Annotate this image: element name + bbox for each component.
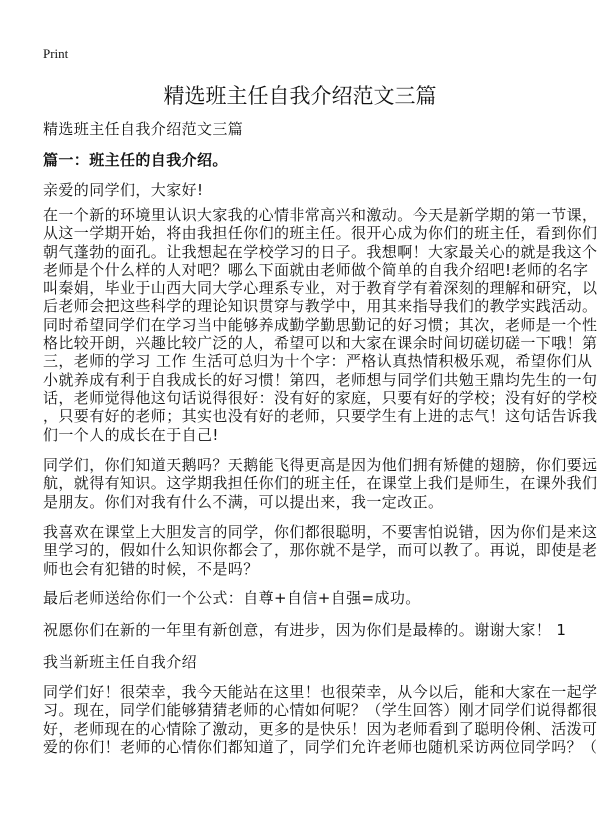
text-line: 最后老师送给你们一个公式：自尊+自信+自强=成功。	[43, 589, 421, 607]
text-line: 航，就得有知识。这学期我担任你们的班主任，在课堂上我们是师生，在课外我们	[43, 474, 598, 493]
text-line: 三，老师的学习 工作 生活可总归为十个字：严格认真热情积极乐观，希望你们从	[43, 352, 593, 371]
paragraph-5	[43, 621, 566, 639]
text-line: 叫秦娟，毕业于山西大同大学心理系专业，对于教育学有着深刻的理解和研究，以	[43, 279, 598, 298]
paragraph-6	[43, 683, 597, 756]
text-line: 爱的你们！老师的心情你们都知道了，同学们允许老师也随机采访两位同学吗？（	[43, 737, 598, 756]
text-line: 们一个人的成长在于自己!	[43, 425, 219, 444]
paragraph-1	[43, 206, 597, 444]
text-line: ，只要有好的老师；其实也没有好的老师，只要学生有上进的志气！这句话告诉我	[43, 407, 598, 426]
text-line: 老师是个什么样的人对吧？哪么下面就由老师做个简单的自我介绍吧!老师的名字	[43, 260, 589, 279]
text-line: 我当新班主任自我介绍	[43, 653, 198, 671]
text-line: 后老师会把这些科学的理论知识贯穿与教学中，用其来指导我们的教学实践活动。	[43, 297, 598, 316]
greeting: 亲爱的同学们，大家好!	[43, 181, 204, 199]
document-subtitle: 精选班主任自我介绍范文三篇	[43, 120, 244, 138]
text-line: 祝愿你们在新的一年里有新创意，有进步，因为你们是最棒的。谢谢大家！ 1	[43, 621, 567, 639]
text-line: 格比较开朗，兴趣比较广泛的人，希望可以和大家在课余时间切磋切磋一下哦！第	[43, 334, 598, 353]
paragraph-3	[43, 523, 597, 578]
text-line: 好，老师现在的心情除了激动，更多的是快乐！因为老师看到了聪明伶俐、活泼可	[43, 719, 598, 738]
paragraph-2	[43, 456, 597, 511]
text-line: 小就养成有利于自我成长的好习惯！第四，老师想与同学们共勉王鼎均先生的一句	[43, 370, 598, 389]
text-line: 在一个新的环境里认识大家我的心情非常高兴和激动。今天是新学期的第一节课，	[43, 206, 598, 224]
document-title: 精选班主任自我介绍范文三篇	[163, 84, 437, 108]
print-link[interactable]: Print	[43, 46, 69, 61]
text-line: 同学们，你们知道天鹅吗？天鹅能飞得更高是因为他们拥有矫健的翅膀，你们要远	[43, 456, 598, 474]
section-title-2	[43, 653, 197, 671]
text-line: 习。现在，同学们能够猜猜老师的心情如何呢？（学生回答）刚才同学们说得都很	[43, 701, 598, 720]
text-line: 是朋友。你们对我有什么不满，可以提出来，我一定改正。	[43, 492, 444, 511]
text-line: 朝气蓬勃的面孔。让我想起在学校学习的日子。我想啊！大家最关心的就是我这个	[43, 242, 598, 261]
paragraph-4	[43, 589, 421, 607]
section-heading: 篇一：班主任的自我介绍。	[43, 151, 228, 169]
text-line: 我喜欢在课堂上大胆发言的同学，你们都很聪明，不要害怕说错，因为你们是来这	[43, 523, 598, 541]
text-line: 同时希望同学们在学习当中能够养成勤学勤思勤记的好习惯；其次，老师是一个性	[43, 315, 598, 334]
text-line: 从这一学期开始，将由我担任你们的班主任。很开心成为你们的班主任，看到你们	[43, 224, 598, 243]
text-line: 同学们好！很荣幸，我今天能站在这里！也很荣幸，从今以后，能和大家在一起学	[43, 683, 598, 701]
text-line: 里学习的，假如什么知识你都会了，那你就不是学，而可以教了。再说，即使是老	[43, 541, 598, 560]
text-line: 师也会有犯错的时候，不是吗？	[43, 559, 259, 578]
text-line: 话，老师觉得他这句话说得很好：没有好的家庭，只要有好的学校；没有好的学校	[43, 388, 598, 407]
